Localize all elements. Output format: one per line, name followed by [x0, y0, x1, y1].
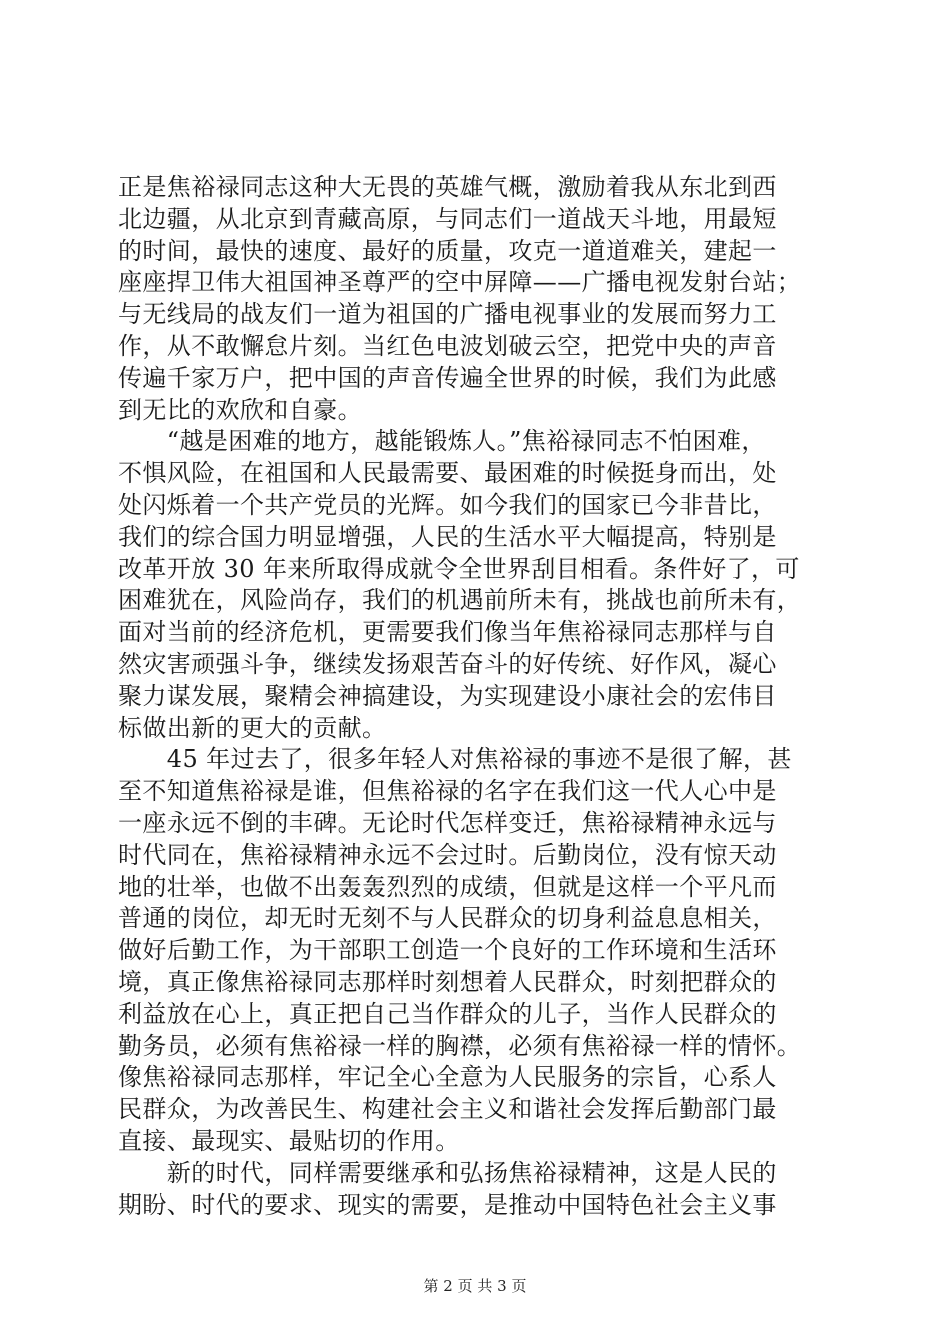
page-number: 第 2 页 共 3 页	[423, 1277, 527, 1295]
text-line: 45 年过去了，很多年轻人对焦裕禄的事迹不是很了解，甚	[118, 745, 792, 774]
text-line: 正是焦裕禄同志这种大无畏的英雄气概，激励着我从东北到西	[118, 173, 777, 201]
text-line: 座座捍卫伟大祖国神圣尊严的空中屏障——广播电视发射台站；	[118, 268, 802, 297]
text-line: 像焦裕禄同志那样，牢记全心全意为人民服务的宗旨，心系人	[118, 1063, 777, 1092]
text-line: 传遍千家万户，把中国的声音传遍全世界的时候，我们为此感	[118, 363, 777, 392]
text-line: 到无比的欢欣和自豪。	[118, 395, 362, 424]
text-line: 不惧风险，在祖国和人民最需要、最困难的时候挺身而出，处	[118, 459, 777, 488]
text-line: 与无线局的战友们一道为祖国的广播电视事业的发展而努力工	[118, 300, 777, 329]
text-line: 利益放在心上，真正把自己当作群众的儿子，当作人民群众的	[118, 999, 777, 1028]
text-line: 一座永远不倒的丰碑。无论时代怎样变迁，焦裕禄精神永远与	[118, 808, 777, 837]
text-line: 改革开放 30 年来所取得成就令全世界刮目相看。条件好了，可	[118, 554, 800, 583]
text-line: 做好后勤工作，为干部职工创造一个良好的工作环境和生活环	[118, 936, 777, 965]
text-line: “越是困难的地方，越能锻炼人。”焦裕禄同志不怕困难，	[118, 427, 766, 456]
text-line: 困难犹在，风险尚存，我们的机遇前所未有，挑战也前所未有，	[118, 586, 802, 615]
text-line: 地的壮举，也做不出轰轰烈烈的成绩，但就是这样一个平凡而	[118, 872, 777, 901]
text-line: 民群众，为改善民生、构建社会主义和谐社会发挥后勤部门最	[118, 1095, 777, 1124]
text-line: 处闪烁着一个共产党员的光辉。如今我们的国家已今非昔比，	[118, 490, 777, 519]
text-line: 新的时代，同样需要继承和弘扬焦裕禄精神，这是人民的	[118, 1158, 777, 1187]
text-line: 至不知道焦裕禄是谁，但焦裕禄的名字在我们这一代人心中是	[118, 777, 777, 806]
text-line: 面对当前的经济危机，更需要我们像当年焦裕禄同志那样与自	[118, 618, 777, 647]
text-line: 的时间，最快的速度、最好的质量，攻克一道道难关，建起一	[118, 236, 777, 265]
text-line: 勤务员，必须有焦裕禄一样的胸襟，必须有焦裕禄一样的情怀。	[118, 1031, 802, 1060]
text-line: 聚力谋发展，聚精会神搞建设，为实现建设小康社会的宏伟目	[118, 681, 777, 710]
text-line: 期盼、时代的要求、现实的需要，是推动中国特色社会主义事	[118, 1190, 777, 1219]
text-line: 我们的综合国力明显增强，人民的生活水平大幅提高，特别是	[118, 522, 777, 551]
text-line: 作，从不敢懈怠片刻。当红色电波划破云空，把党中央的声音	[118, 331, 777, 360]
text-line: 标做出新的更大的贡献。	[118, 713, 387, 742]
text-line: 然灾害顽强斗争，继续发扬艰苦奋斗的好传统、好作风，凝心	[118, 649, 777, 678]
text-line: 普通的岗位，却无时无刻不与人民群众的切身利益息息相关，	[118, 904, 777, 933]
document-body	[118, 172, 838, 1221]
text-line: 直接、最现实、最贴切的作用。	[118, 1126, 460, 1155]
page-footer	[0, 1276, 950, 1296]
text-line: 时代同在，焦裕禄精神永远不会过时。后勤岗位，没有惊天动	[118, 840, 777, 869]
text-line: 北边疆，从北京到青藏高原，与同志们一道战天斗地，用最短	[118, 204, 777, 233]
text-line: 境，真正像焦裕禄同志那样时刻想着人民群众，时刻把群众的	[118, 967, 777, 996]
